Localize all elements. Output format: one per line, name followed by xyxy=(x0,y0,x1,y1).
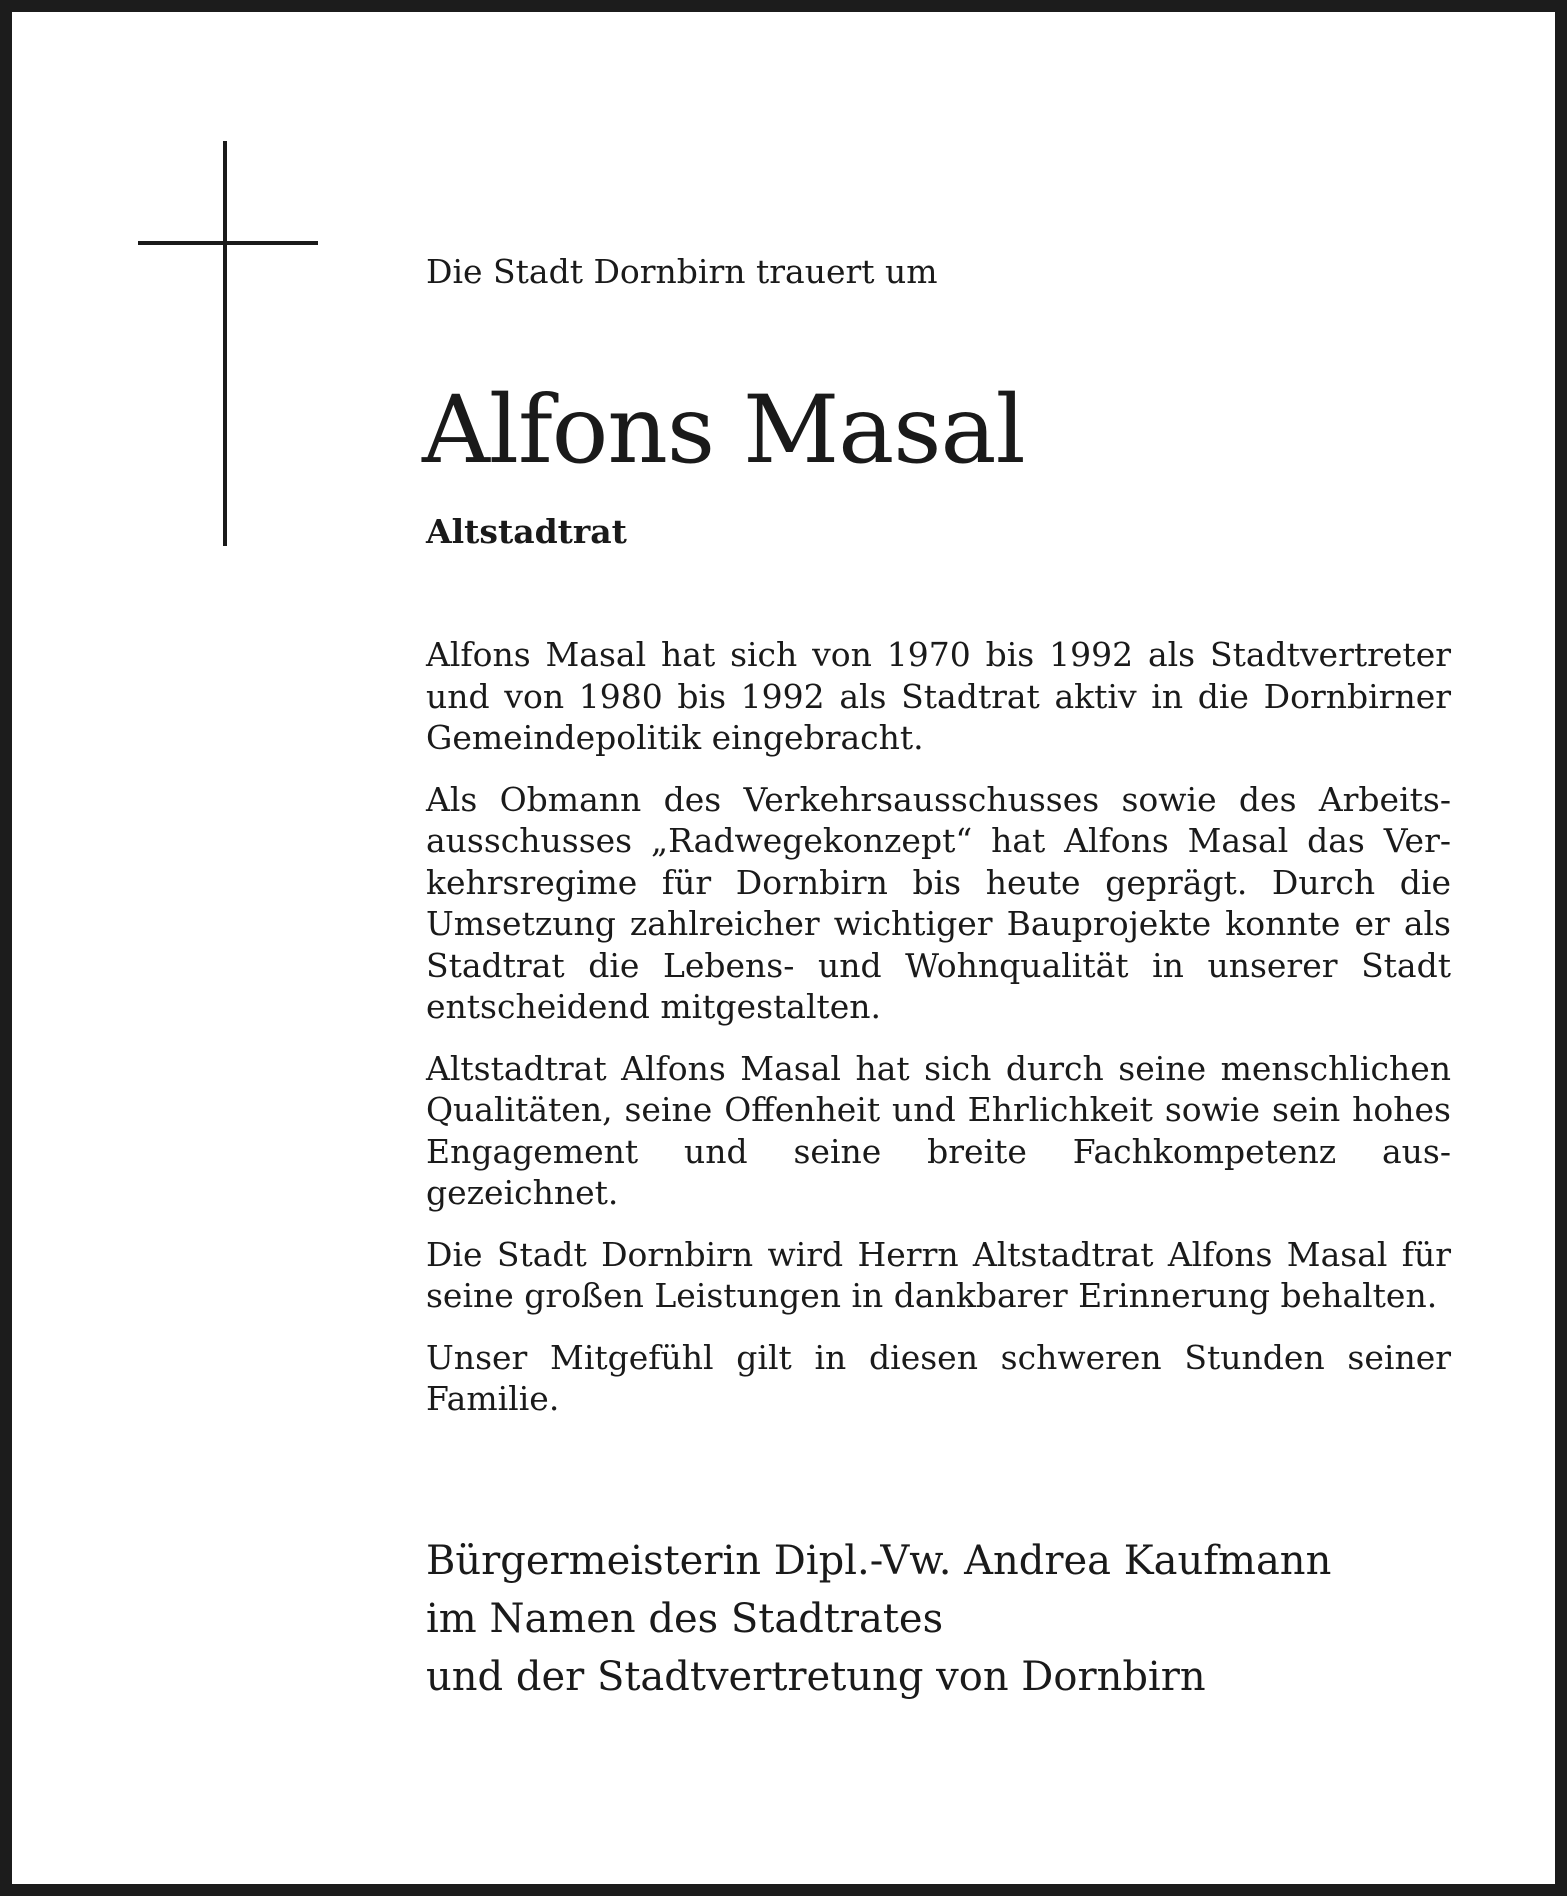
signature-block xyxy=(426,1532,1331,1706)
body-paragraph: Als Obmann des Verkehrsausschusses sowie des Arbeitsausschusses „Radwegekonzept“ hat Alfons Masal das Verkehrsregime für Dornbirn bis heute geprägt. Durch die Umsetzung zahlreicher wichtiger Bauprojekte konnte er als Stadtrat die Lebens- und Wohnqualität in unserer Stadt entscheidend mitgestalten. xyxy=(426,779,1451,1026)
notice-body xyxy=(426,634,1451,1440)
signature-line: und der Stadtvertretung von Dornbirn xyxy=(426,1654,1206,1700)
cross-horizontal-bar xyxy=(138,241,318,245)
cross-vertical-bar xyxy=(223,141,227,546)
body-paragraph: Unser Mitgefühl gilt in diesen schweren Stunden seiner Familie. xyxy=(426,1337,1451,1418)
deceased-name: Alfons Masal xyxy=(422,376,1025,485)
body-paragraph: Die Stadt Dornbirn wird Herrn Altstadtrat Alfons Masal für seine großen Leistungen in dankbarer Erinnerung behalten. xyxy=(426,1234,1451,1315)
body-paragraph: Alfons Masal hat sich von 1970 bis 1992 als Stadtvertreter und von 1980 bis 1992 als Stadtrat aktiv in die Dornbirner Gemeindepolitik eingebracht. xyxy=(426,635,1451,757)
body-paragraph: Altstadtrat Alfons Masal hat sich durch seine menschlichen Qualitäten, seine Offenheit und Ehrlichkeit sowie sein hohes Engagement und seine breite Fachkompetenz ausgezeichnet. xyxy=(426,1048,1451,1212)
deceased-title: Altstadtrat xyxy=(426,512,627,551)
signature-line: im Namen des Stadtrates xyxy=(426,1596,944,1642)
intro-text: Die Stadt Dornbirn trauert um xyxy=(426,252,938,291)
signature-line: Bürgermeisterin Dipl.-Vw. Andrea Kaufmann xyxy=(426,1538,1332,1584)
